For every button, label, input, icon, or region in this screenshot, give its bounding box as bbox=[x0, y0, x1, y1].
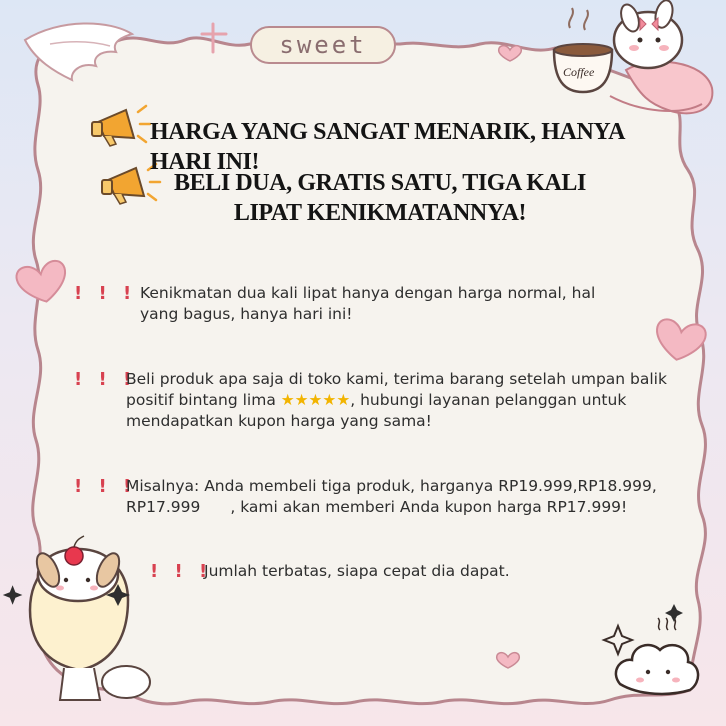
exclamation-marker: ! ! ! bbox=[74, 369, 137, 390]
promo-point-4 bbox=[150, 561, 610, 582]
promo-point-line-2: , kami akan memberi Anda kupon harga RP17.999! bbox=[230, 498, 628, 516]
promo-point-3 bbox=[74, 476, 674, 518]
promo-point-text: Jumlah terbatas, siapa cepat dia dapat. bbox=[204, 562, 510, 580]
promo-point-text bbox=[126, 476, 657, 518]
headline-secondary: BELI DUA, GRATIS SATU, TIGA KALI LIPAT KENIKMATANNYA! bbox=[174, 170, 586, 226]
promo-point-1 bbox=[74, 283, 614, 325]
exclamation-marker: ! ! ! bbox=[74, 283, 137, 304]
promo-point-text-part: , hubungi layanan pelanggan untuk mendapatkan kupon harga yang sama! bbox=[126, 391, 627, 430]
exclamation-marker: ! ! ! bbox=[150, 561, 213, 582]
promo-point-text-part: Beli produk apa saja di toko kami, terima barang setelah umpan balik positif bintang lima bbox=[126, 370, 667, 409]
five-star-rating: ★★★★★ bbox=[280, 391, 351, 409]
sweet-badge: sweet bbox=[250, 26, 396, 64]
svg-text:Coffee: Coffee bbox=[563, 65, 595, 79]
promo-point-text bbox=[126, 369, 670, 432]
exclamation-marker: ! ! ! bbox=[74, 476, 137, 497]
headline-primary: HARGA YANG SANGAT MENARIK, HANYA HARI INI! bbox=[150, 119, 624, 175]
promo-point-price: RP17.999 bbox=[126, 498, 201, 516]
promo-point-line-1: Misalnya: Anda membeli tiga produk, harganya RP19.999,RP18.999, bbox=[126, 477, 657, 495]
promo-point-2 bbox=[74, 369, 670, 432]
promo-point-text: Kenikmatan dua kali lipat hanya dengan harga normal, hal yang bagus, hanya hari ini! bbox=[140, 284, 596, 323]
